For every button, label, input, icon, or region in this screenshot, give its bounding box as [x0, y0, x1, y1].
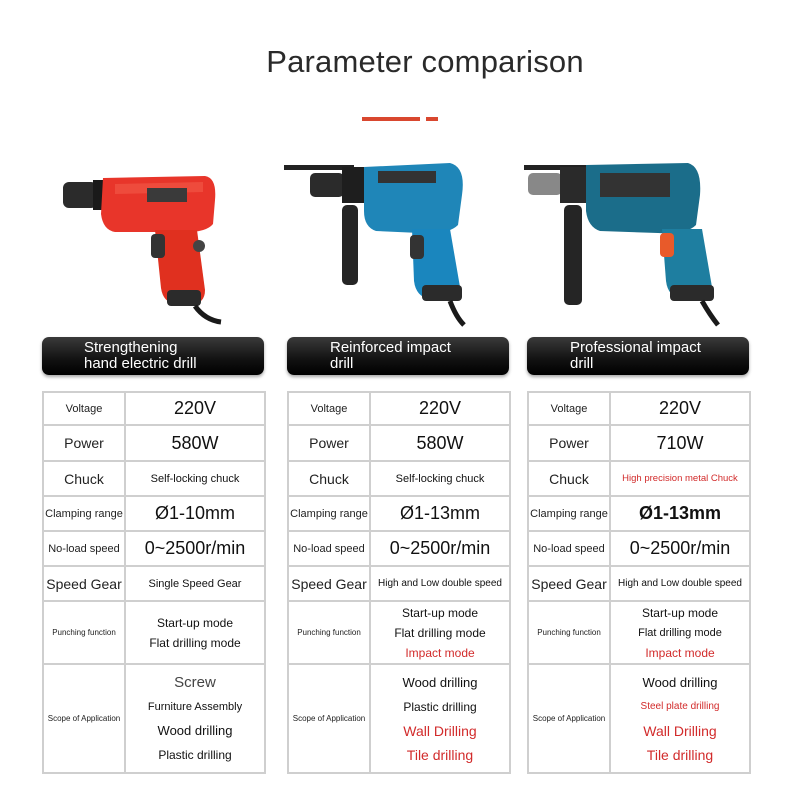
value-no-load-speed: 0~2500r/min: [125, 531, 265, 566]
list-item: Flat drilling mode: [149, 635, 241, 650]
value-clamping-range: Ø1-13mm: [610, 496, 750, 531]
label-scope: Scope of Application: [288, 664, 370, 773]
column-header-professional-drill: [527, 337, 749, 375]
list-item: Impact mode: [405, 645, 475, 660]
list-item: Plastic drilling: [403, 699, 477, 714]
spec-table-reinforced: [287, 391, 511, 774]
value-voltage: 220V: [610, 392, 750, 425]
list-item: Wood drilling: [402, 674, 478, 690]
label-voltage: Voltage: [288, 392, 370, 425]
label-power: Power: [43, 425, 125, 461]
list-item: Wood drilling: [642, 674, 718, 690]
list-item: Tile drilling: [406, 746, 474, 763]
value-power: 710W: [610, 425, 750, 461]
title-accent-dot: [426, 117, 438, 121]
blue-impact-drill-image: [280, 155, 480, 335]
product-name-line1: Reinforced impact: [330, 339, 451, 356]
label-power: Power: [288, 425, 370, 461]
list-item: Screw: [174, 673, 216, 691]
value-scope: [610, 664, 750, 773]
list-item: Flat drilling mode: [638, 626, 722, 639]
label-no-load-speed: No-load speed: [43, 531, 125, 566]
value-clamping-range: Ø1-13mm: [370, 496, 510, 531]
label-punching-function: Punching function: [43, 601, 125, 664]
label-chuck: Chuck: [288, 461, 370, 496]
red-electric-drill-image: [55, 170, 235, 330]
label-scope: Scope of Application: [528, 664, 610, 773]
value-speed-gear: High and Low double speed: [610, 566, 750, 601]
value-punching-function: [610, 601, 750, 664]
column-header-strengthening-drill: [42, 337, 264, 375]
label-speed-gear: Speed Gear: [528, 566, 610, 601]
value-no-load-speed: 0~2500r/min: [370, 531, 510, 566]
list-item: Start-up mode: [641, 605, 719, 620]
list-item: Flat drilling mode: [394, 625, 486, 640]
spec-table-strengthening: [42, 391, 266, 774]
label-chuck: Chuck: [528, 461, 610, 496]
teal-impact-drill-image: [520, 155, 730, 335]
label-clamping-range: Clamping range: [288, 496, 370, 531]
value-chuck: Self-locking chuck: [370, 461, 510, 496]
value-punching-function: [370, 601, 510, 664]
value-scope: [370, 664, 510, 773]
value-scope: [125, 664, 265, 773]
product-name-line1: Strengthening: [84, 339, 178, 356]
value-voltage: 220V: [370, 392, 510, 425]
value-speed-gear: High and Low double speed: [370, 566, 510, 601]
value-punching-function: [125, 601, 265, 664]
list-item: Start-up mode: [156, 615, 234, 630]
label-clamping-range: Clamping range: [528, 496, 610, 531]
value-chuck: Self-locking chuck: [125, 461, 265, 496]
label-scope: Scope of Application: [43, 664, 125, 773]
list-item: Plastic drilling: [158, 747, 232, 762]
value-voltage: 220V: [125, 392, 265, 425]
list-item: Furniture Assembly: [147, 700, 243, 713]
label-punching-function: Punching function: [528, 601, 610, 664]
value-power: 580W: [370, 425, 510, 461]
product-name-line2: hand electric drill: [84, 355, 197, 372]
label-speed-gear: Speed Gear: [43, 566, 125, 601]
list-item: Start-up mode: [401, 605, 479, 620]
label-punching-function: Punching function: [288, 601, 370, 664]
page-title: Parameter comparison: [266, 44, 584, 79]
product-name-line1: Professional impact: [570, 339, 701, 356]
label-no-load-speed: No-load speed: [528, 531, 610, 566]
list-item: Wood drilling: [157, 722, 233, 738]
product-name-line2: drill: [570, 355, 594, 372]
label-speed-gear: Speed Gear: [288, 566, 370, 601]
list-item: Tile drilling: [646, 746, 714, 763]
title-accent-bar: [362, 117, 420, 121]
label-voltage: Voltage: [528, 392, 610, 425]
list-item: Wall Drilling: [403, 722, 477, 739]
list-item: Wall Drilling: [643, 722, 717, 739]
value-clamping-range: Ø1-10mm: [125, 496, 265, 531]
label-clamping-range: Clamping range: [43, 496, 125, 531]
column-header-reinforced-drill: [287, 337, 509, 375]
product-name-line2: drill: [330, 355, 354, 372]
value-chuck: High precision metal Chuck: [610, 461, 750, 496]
label-chuck: Chuck: [43, 461, 125, 496]
value-no-load-speed: 0~2500r/min: [610, 531, 750, 566]
label-no-load-speed: No-load speed: [288, 531, 370, 566]
value-power: 580W: [125, 425, 265, 461]
label-voltage: Voltage: [43, 392, 125, 425]
label-power: Power: [528, 425, 610, 461]
spec-table-professional: [527, 391, 751, 774]
list-item: Steel plate drilling: [640, 700, 720, 712]
list-item: Impact mode: [645, 645, 715, 660]
value-speed-gear: Single Speed Gear: [125, 566, 265, 601]
